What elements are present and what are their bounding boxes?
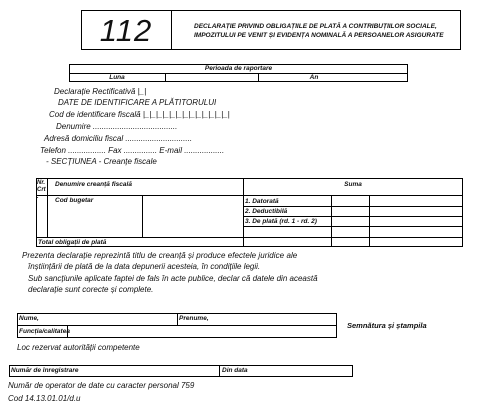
divider (243, 216, 463, 217)
prenume-label: Prenume, (179, 315, 209, 322)
divider (243, 206, 463, 207)
statement-para1-line1: Prezenta declarație reprezintă titlu de creanță și produce efectele juridice ale (22, 251, 298, 260)
statement-para2-line2: declarație sunt corecte și complete. (28, 285, 154, 294)
row-deductibila: 2. Deductibilă (245, 208, 288, 215)
divider (177, 313, 178, 325)
form-title-line2: IMPOZITULUI PE VENIT ȘI EVIDENȚA NOMINALĂ A PERSOANELOR ASIGURATE (194, 32, 444, 39)
divider (36, 237, 463, 238)
signature-stamp-label: Semnătura și ștampila (347, 321, 427, 330)
nume-label: Nume, (19, 315, 39, 322)
divider (243, 178, 244, 247)
rectificativa-checkbox[interactable]: Declarație Rectificativă |_| (54, 87, 147, 96)
total-obligations: Total obligații de plată (38, 239, 107, 246)
registration-date-label: Din data (222, 367, 248, 374)
month-label: Luna (109, 74, 125, 81)
section-title: - SECȚIUNEA - Creanțe fiscale (46, 157, 157, 166)
form-code: Cod 14.13.01.01/d.u (8, 394, 81, 403)
divider (142, 195, 143, 237)
contact-field[interactable]: Telefon ................. Fax ............... E-mail .................. (40, 146, 225, 155)
divider (243, 226, 463, 227)
divider (369, 195, 370, 247)
data-operator-number: Număr de operator de date cu caracter personal 759 (8, 381, 195, 390)
fiscal-address-field[interactable]: Adresă domiciliu fiscal .............................. (44, 134, 193, 143)
row-de-plata: 3. De plată (rd. 1 - rd. 2) (245, 218, 317, 225)
cod-bugetar-label: Cod bugetar (55, 197, 94, 204)
divider (36, 195, 463, 196)
col-suma-header: Suma (344, 181, 362, 188)
divider (331, 195, 332, 247)
col-nr-header: Nr. Crt. (37, 180, 46, 200)
row-datorata: 1. Datorată (245, 198, 279, 205)
divider (219, 365, 220, 377)
form-number-box (81, 10, 172, 50)
company-name-field[interactable]: Denumire ...................................... (56, 122, 178, 131)
year-label: An (309, 74, 319, 81)
divider (47, 178, 48, 237)
divider (165, 73, 166, 82)
registration-number-label: Număr de înregistrare (11, 367, 79, 374)
form-title-line1: DECLARAȚIE PRIVIND OBLIGAȚIILE DE PLATĂ A CONTRIBUȚIILOR SOCIALE, (194, 23, 437, 30)
divider (17, 325, 337, 326)
functia-label: Funcția/calitatea (19, 328, 70, 335)
reserved-authority-label: Loc rezervat autorității competente (17, 343, 140, 352)
fiscal-code-field[interactable]: Cod de identificare fiscală |_|_|_|_|_|_|_|_|_|_|_|_|_| (49, 110, 230, 119)
form-number: 112 (99, 13, 153, 48)
form-title-box (171, 10, 461, 50)
identification-section-title: DATE DE IDENTIFICARE A PLĂTITORULUI (58, 98, 217, 107)
reporting-period-header: Perioada de raportare (204, 65, 273, 72)
statement-para1-line2: înștiințării de plată de la data depunerii acesteia, în condițiile legii. (28, 262, 261, 271)
col-denumire-header: Denumire creanță fiscală (55, 181, 132, 188)
statement-para2-line1: Sub sancțiunile aplicate faptei de fals în acte publice, declar că datele din această (28, 274, 318, 283)
